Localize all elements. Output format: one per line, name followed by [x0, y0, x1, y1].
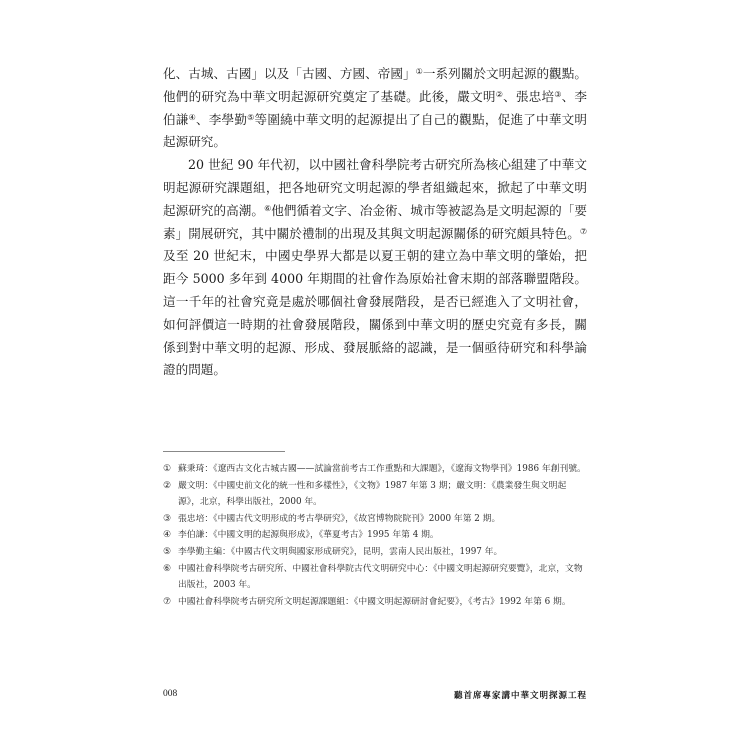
footnote-text: 中國社會科學院考古研究所文明起源課題組：《中國文明起源研討會紀要》，《考古》1992 年第 6 期。	[178, 596, 571, 607]
footnote-divider	[163, 451, 285, 452]
footnote-3	[163, 511, 587, 528]
footnote-number: ⑦	[163, 596, 171, 607]
paragraph-1	[163, 63, 587, 154]
footnote-ref-4[interactable]: ④	[188, 112, 196, 122]
footnote-number: ④	[163, 530, 171, 541]
footnote-text: 蘇秉琦：《遼西古文化古城古國——試論當前考古工作重點和大課題》，《遼海文物學刊》1986 年創刊號。	[178, 464, 586, 474]
footnote-ref-7[interactable]: ⑦	[579, 226, 587, 236]
footnote-ref-1[interactable]: ①	[415, 67, 423, 76]
footnote-number: ②	[163, 480, 171, 491]
footnote-ref-2[interactable]: ②	[495, 89, 504, 99]
footnote-2	[163, 478, 587, 511]
footnote-ref-5[interactable]: ⑤	[247, 112, 255, 122]
footnote-text: 李學勤主編：《中國古代文明與國家形成研究》，昆明，雲南人民出版社，1997 年。	[178, 546, 503, 557]
text-run: 他們循着文字、冶金術、城市等被認為是文明起源的「要素」開展研究，其中關於禮制的出現及其與文明起源關係的研究頗具特色。	[163, 202, 588, 241]
footnotes	[163, 461, 587, 610]
footnote-text: 李伯謙：《中國文明的起源與形成》，《華夏考古》1995 年第 4 期。	[178, 530, 439, 541]
footnote-7	[163, 594, 587, 611]
text-run: 20 世紀 90 年代初，以中國社會科學院考古研究所為核心組建了中華文明起源研究課題組，把各地研究文明起源的學者組織起來，掀起了中華文明起源研究的高潮。	[163, 157, 587, 218]
footnote-number: ⑥	[163, 563, 171, 574]
footnote-4	[163, 527, 587, 544]
footnote-1	[163, 461, 587, 478]
text-run: 化、古城、古國」以及「古國、方國、帝國」	[163, 66, 416, 81]
text-run: 等圍繞中華文明的起源提出了自己的觀點，促進了中華文明起源研究。	[163, 111, 588, 150]
paragraph-2	[163, 154, 587, 382]
footnote-6	[163, 561, 587, 594]
text-run: 、李學勤	[195, 111, 248, 127]
text-run: 一系列關於文明起源的觀點。他們的研究為中華文明起源研究奠定了基礎。此後，嚴文明	[163, 66, 588, 104]
footnote-text: 中國社會科學院考古研究所、中國社會科學院古代文明研究中心：《中國文明起源研究要覽》，北京，文物出版社，2003 年。	[178, 563, 583, 591]
text-run: 、張忠培	[503, 88, 555, 104]
footnote-5	[163, 544, 587, 561]
text-run: 及至 20 世紀末，中國史學界大都是以夏王朝的建立為中華文明的肇始，把距今 5000 多年到 4000 年期間的社會作為原始社會末期的部落聯盟階段。這一千年的社會究竟是處於哪個社會發展階段，是否已經進入了文明社會，如何評價這一時期的社會發展階段，關係到中華文明的歷史究竟有多長，關係到對中華文明的起源、形成、發展脈絡的認識，是一個亟待研究和科學論證的問題。	[163, 248, 587, 378]
text-run: 、李伯謙	[163, 88, 588, 127]
page-footer	[163, 689, 587, 705]
footnote-number: ⑤	[163, 546, 171, 557]
page-number: 008	[163, 689, 178, 699]
running-title: 聽首席專家講中華文明探源工程	[453, 691, 587, 701]
footnote-number: ①	[163, 464, 171, 474]
footnote-text: 張忠培：《中國古代文明形成的考古學研究》，《故宮博物院院刊》2000 年第 2 期。	[178, 513, 501, 524]
footnote-number: ③	[163, 513, 171, 524]
main-text	[163, 63, 587, 382]
footnote-ref-6[interactable]: ⑥	[264, 203, 272, 213]
footnote-ref-3[interactable]: ③	[554, 89, 562, 99]
footnote-text: 嚴文明：《中國史前文化的統一性和多樣性》，《文物》1987 年第 3 期；嚴文明：《農業發生與文明起源》，北京，科學出版社，2000 年。	[178, 480, 567, 508]
